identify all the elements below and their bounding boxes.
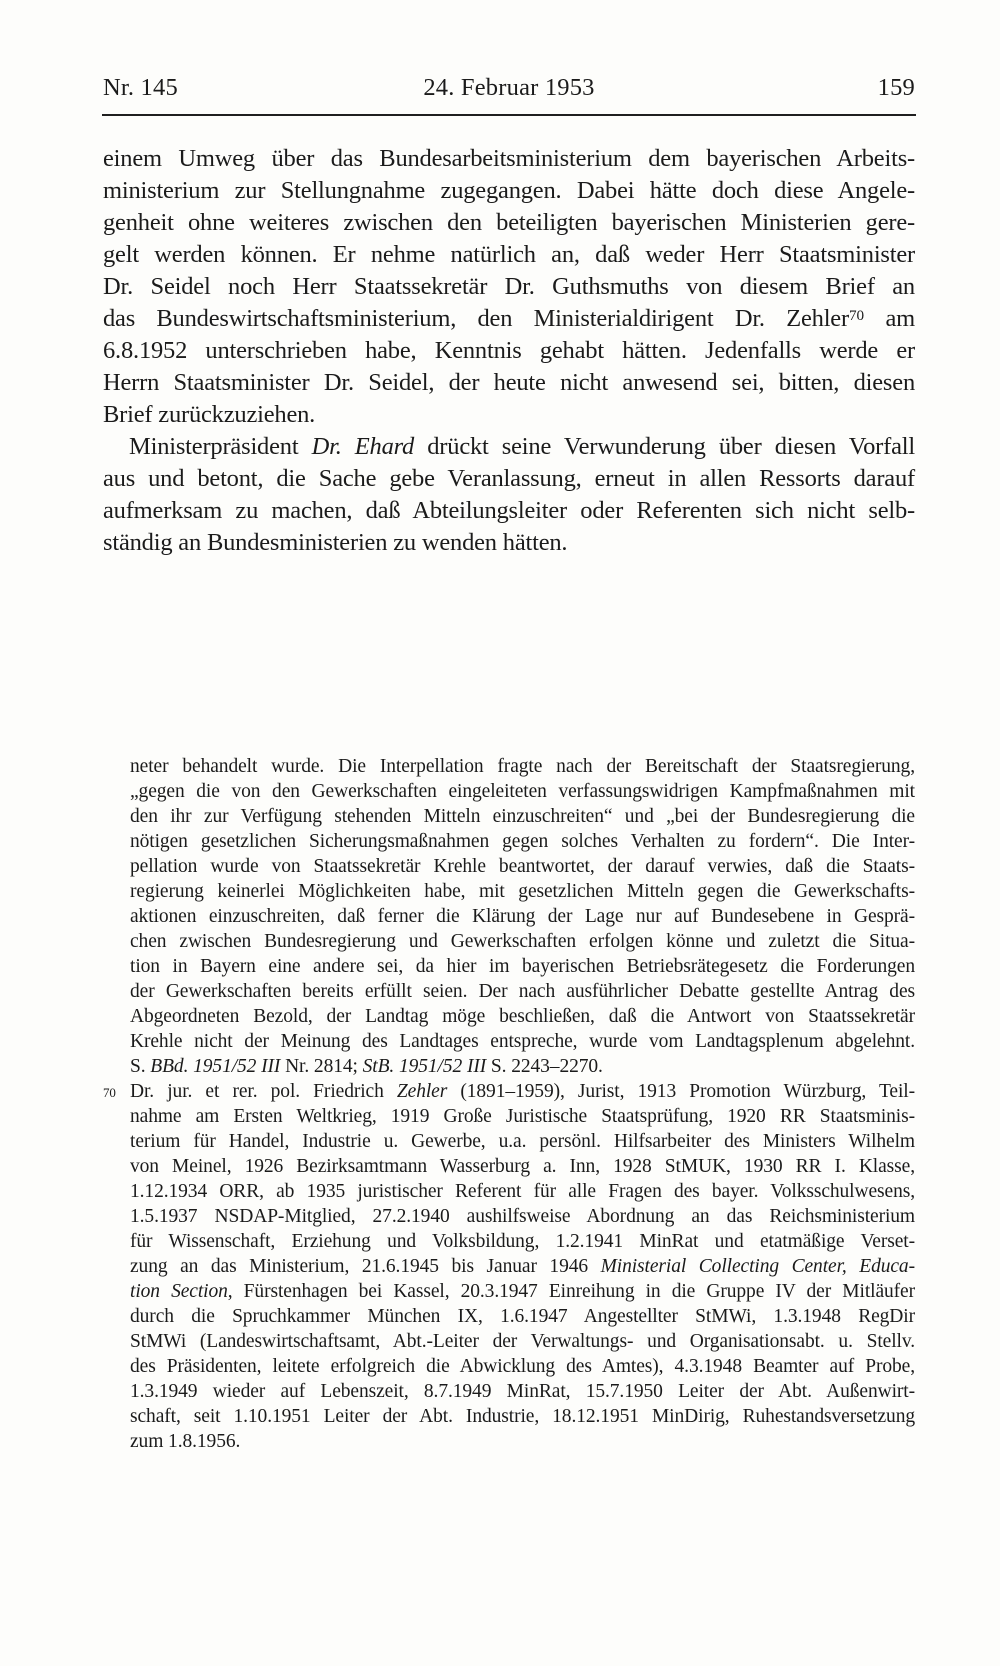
text-run: Krehle nicht der Meinung des Landtages entspreche, wurde vom Landtagsplenum abgelehnt. [130, 1031, 915, 1052]
text-line [103, 495, 915, 527]
text-line [130, 1029, 915, 1054]
text-line-content [130, 1129, 915, 1154]
text-line [130, 1279, 915, 1304]
text-line-content [130, 879, 915, 904]
text-run: chen zwischen Bundesregierung und Gewerkschaften erfolgen könne und zuletzt die Situa- [130, 931, 915, 952]
italic-text: tion Section [130, 1281, 228, 1302]
text-line [103, 271, 915, 303]
text-run: S. 2243–2270. [486, 1056, 603, 1077]
text-run: durch die Spruchkammer München IX, 1.6.1947 Angestellter StMWi, 1.3.1948 RegDir [130, 1306, 915, 1327]
text-line-content [130, 1354, 915, 1379]
text-run: 1.5.1937 NSDAP-Mitglied, 27.2.1940 aushilfsweise Abordnung an das Reichsministerium [130, 1206, 915, 1227]
text-run: schaft, seit 1.10.1951 Leiter der Abt. Industrie, 18.12.1951 MinDirig, Ruhestandsversetzung [130, 1406, 915, 1427]
text-line-content [130, 1204, 915, 1229]
text-line [103, 143, 915, 175]
text-run: den ihr zur Verfügung stehenden Mitteln einzuschreiten“ und „bei der Bundesregierung die [130, 806, 915, 827]
text-run: 1.12.1934 ORR, ab 1935 juristischer Referent für alle Fragen des bayer. Volksschulwesens, [130, 1181, 915, 1202]
text-run: aktionen einzuschreiten, daß ferner die Klärung der Lage nur auf Bundesebene in Gesprä- [130, 906, 915, 927]
text-run: von Meinel, 1926 Bezirksamtmann Wasserburg a. Inn, 1928 StMUK, 1930 RR I. Klasse, [130, 1156, 915, 1177]
text-line-content [103, 527, 567, 559]
text-line-content [103, 271, 915, 303]
italic-text: Ministerial Collecting Center, Educa- [600, 1256, 915, 1277]
text-run: , Fürstenhagen bei Kassel, 20.3.1947 Einreihung in die Gruppe IV der Mitläufer [227, 1281, 915, 1302]
text-run: Dr. Seidel noch Herr Staatssekretär Dr. Guthsmuths von diesem Brief an [103, 273, 915, 300]
text-line-content [130, 1304, 915, 1329]
text-line-content [130, 1154, 915, 1179]
text-line-content [103, 303, 915, 335]
text-line [130, 804, 915, 829]
text-line-content [130, 1104, 915, 1129]
text-run: tion in Bayern eine andere sei, da hier im bayerischen Betriebsrätegesetz die Forderungen [130, 956, 915, 977]
text-run: der Gewerkschaften bereits erfüllt seien. Der nach ausführlicher Debatte gestellte Antrag des [130, 981, 915, 1002]
text-run: einem Umweg über das Bundesarbeitsministerium dem bayerischen Arbeits- [103, 145, 915, 172]
footnote [103, 1079, 915, 1454]
text-line-content [130, 1179, 915, 1204]
text-run: aufmerksam zu machen, daß Abteilungsleiter oder Referenten sich nicht selb- [103, 497, 915, 524]
text-run: neter behandelt wurde. Die Interpellation fragte nach der Bereitschaft der Staatsregierung, [130, 756, 915, 777]
text-run: Ministerpräsident [129, 433, 312, 460]
header-date: 24. Februar 1953 [423, 74, 595, 101]
text-line [103, 239, 915, 271]
text-run: des Präsidenten, leitete erfolgreich die Abwicklung des Amtes), 4.3.1948 Beamter auf Probe, [130, 1356, 915, 1377]
text-line [103, 303, 915, 335]
text-line-content [130, 829, 915, 854]
text-line [103, 463, 915, 495]
text-line [130, 904, 915, 929]
text-line-content [130, 1054, 603, 1079]
text-run: ministerium zur Stellungnahme zugegangen. Dabei hätte doch diese Angele- [103, 177, 915, 204]
text-line [103, 399, 915, 431]
text-run: am [864, 305, 915, 332]
text-line [103, 175, 915, 207]
text-line [130, 754, 915, 779]
text-line [130, 829, 915, 854]
text-line [130, 1079, 915, 1104]
text-line-content [130, 1404, 915, 1429]
text-run: zum 1.8.1956. [130, 1431, 241, 1452]
text-line [130, 879, 915, 904]
text-run: Brief zurückzuziehen. [103, 401, 316, 428]
text-line-content [129, 431, 915, 463]
text-line [130, 979, 915, 1004]
text-line [130, 1204, 915, 1229]
text-run: genheit ohne weiteres zwischen den beteiligten bayerischen Ministerien gere- [103, 209, 915, 236]
text-line-content [103, 335, 915, 367]
text-run: drückt seine Verwunderung über diesen Vorfall [414, 433, 915, 460]
text-line-content [130, 1279, 915, 1304]
text-run: regierung keinerlei Möglichkeiten habe, mit gesetzlichen Mitteln gegen die Gewerkschafts- [130, 881, 915, 902]
text-run: Abgeordneten Bezold, der Landtag möge beschließen, daß die Antwort von Staatssekretär [130, 1006, 915, 1027]
footnotes-section [103, 754, 915, 1454]
text-line-content [130, 1379, 915, 1404]
text-line [130, 1329, 915, 1354]
text-run: 1.3.1949 wieder auf Lebenszeit, 8.7.1949 MinRat, 15.7.1950 Leiter der Abt. Außenwirt- [130, 1381, 915, 1402]
text-run: ständig an Bundesministerien zu wenden hätten. [103, 529, 568, 556]
text-line-content [130, 779, 915, 804]
header-page-number: 159 [877, 74, 915, 101]
text-line-content [103, 495, 915, 527]
text-line-content [130, 979, 915, 1004]
header-rule [102, 114, 916, 116]
footnote-reference: 70 [848, 306, 865, 324]
italic-text: BBd. 1951/52 III [150, 1056, 281, 1077]
text-run: gelt werden können. Er nehme natürlich an, daß weder Herr Staatsminister [103, 241, 915, 268]
text-line-content [130, 1029, 915, 1054]
text-run: StMWi (Landeswirtschaftsamt, Abt.-Leiter der Verwaltungs- und Organisationsabt. u. Stellv. [130, 1331, 915, 1352]
text-line-content [130, 1079, 915, 1104]
text-line-content [130, 1004, 915, 1029]
text-line [130, 1179, 915, 1204]
text-line-content [130, 904, 915, 929]
text-run: pellation wurde von Staatssekretär Krehle beantwortet, der darauf verwies, daß die Staats- [130, 856, 915, 877]
text-line [130, 929, 915, 954]
text-line [103, 335, 915, 367]
text-line [130, 1379, 915, 1404]
text-line [130, 1354, 915, 1379]
text-run: Herrn Staatsminister Dr. Seidel, der heute nicht anwesend sei, bitten, diesen [103, 369, 915, 396]
text-line [130, 954, 915, 979]
header-document-number: Nr. 145 [103, 74, 178, 101]
text-line [130, 1304, 915, 1329]
text-run: „gegen die von den Gewerkschaften eingeleiteten verfassungswidrigen Kampfmaßnahmen mit [130, 781, 915, 802]
italic-text: StB. 1951/52 III [362, 1056, 487, 1077]
text-run: terium für Handel, Industrie u. Gewerbe, u.a. persönl. Hilfsarbeiter des Ministers Wilhelm [130, 1131, 915, 1152]
text-line-content [130, 954, 915, 979]
text-run: Dr. jur. et rer. pol. Friedrich [130, 1081, 397, 1102]
italic-text: Zehler [396, 1081, 448, 1102]
text-line [130, 1154, 915, 1179]
text-line [130, 1404, 915, 1429]
text-run: nötigen gesetzlichen Sicherungsmaßnahmen gegen solches Verhalten zu fordern“. Die Inter- [130, 831, 915, 852]
text-line-content [103, 367, 915, 399]
text-line [130, 1104, 915, 1129]
text-run: nahme am Ersten Weltkrieg, 1919 Große Juristische Staatsprüfung, 1920 RR Staatsminis- [130, 1106, 915, 1127]
text-line-content [103, 175, 915, 207]
text-run: S. [130, 1056, 151, 1077]
text-line-content [103, 463, 915, 495]
text-line-content [103, 207, 915, 239]
text-line-content [130, 1254, 915, 1279]
text-line [130, 1429, 915, 1454]
text-line-content [130, 1229, 915, 1254]
text-line-content [130, 1429, 240, 1454]
text-line-content [130, 929, 915, 954]
footnote [130, 754, 915, 1079]
text-line-content [130, 854, 915, 879]
text-line-content [103, 239, 915, 271]
text-run: aus und betont, die Sache gebe Veranlassung, erneut in allen Ressorts darauf [103, 465, 915, 492]
text-line-content [130, 804, 915, 829]
footnote-marker: 70 [103, 1085, 116, 1100]
text-run: 6.8.1952 unterschrieben habe, Kenntnis gehabt hätten. Jedenfalls werde er [103, 337, 915, 364]
text-run: Nr. 2814; [280, 1056, 363, 1077]
text-line [103, 367, 915, 399]
paragraph [103, 143, 915, 431]
main-text [103, 143, 915, 559]
page-header [103, 74, 915, 104]
text-line [130, 854, 915, 879]
text-line [103, 527, 915, 559]
text-line [130, 779, 915, 804]
text-run: zung an das Ministerium, 21.6.1945 bis Januar 1946 [130, 1256, 601, 1277]
text-line [130, 1004, 915, 1029]
text-run: das Bundeswirtschaftsministerium, den Ministerialdirigent Dr. Zehler [103, 305, 849, 332]
text-line-content [130, 1329, 915, 1354]
text-line-content [103, 143, 915, 175]
text-run: für Wissenschaft, Erziehung und Volksbildung, 1.2.1941 MinRat und etatmäßige Verset- [130, 1231, 915, 1252]
text-line [130, 1229, 915, 1254]
text-run: (1891–1959), Jurist, 1913 Promotion Würzburg, Teil- [447, 1081, 915, 1102]
text-line [103, 431, 915, 463]
italic-text: Dr. Ehard [311, 433, 415, 460]
text-line-content [103, 399, 315, 431]
text-line [130, 1254, 915, 1279]
text-line-content [130, 754, 915, 779]
paragraph [103, 431, 915, 559]
text-line [130, 1129, 915, 1154]
text-line [103, 207, 915, 239]
text-line [130, 1054, 915, 1079]
